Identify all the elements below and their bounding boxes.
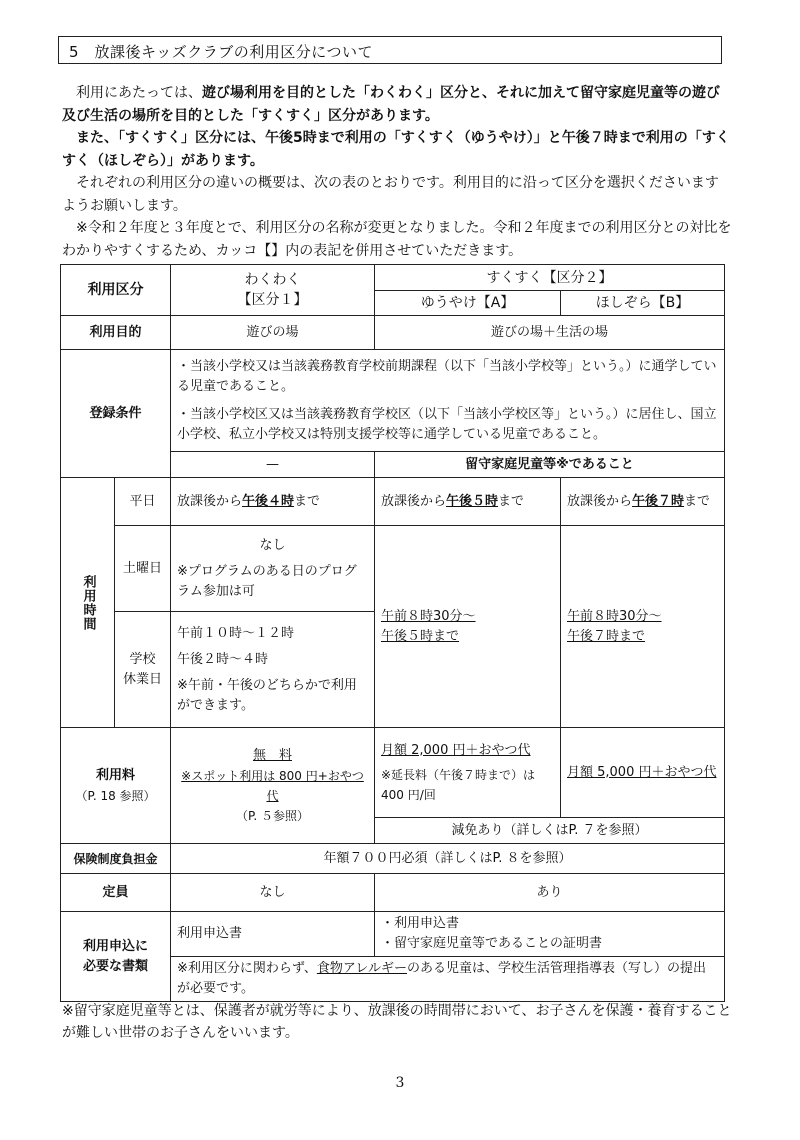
ryokin-label-2: （P. 18 参照） <box>75 788 156 803</box>
yuu-time-end: 午後５時まで <box>381 628 460 644</box>
header-sukusuku: すくすく【区分２】 <box>375 265 725 291</box>
jikan-label-cell <box>61 478 115 728</box>
header-hoshizora: ほしぞら【B】 <box>561 291 725 316</box>
intro-p1-lead: 利用にあたっては、 <box>76 85 202 101</box>
hoken-label: 保険制度負担金 <box>61 844 171 874</box>
intro-paragraph-1 <box>62 82 732 127</box>
genmen: 減免あり（詳しくはP. ７を参照） <box>375 818 725 844</box>
header-wakuwaku-name: わくわく <box>244 272 301 288</box>
kyugyo-wakuwaku <box>171 612 375 728</box>
intro-paragraph-2 <box>62 127 732 172</box>
row-shorui <box>61 912 725 957</box>
shorui-sukusuku <box>375 912 725 957</box>
ryokin-waku-free: 無 料 <box>252 747 292 763</box>
heijitsu-waku-tail: まで <box>294 493 321 509</box>
header-kubun: 利用区分 <box>61 265 171 316</box>
heijitsu-waku-time: 午後４時 <box>242 493 295 509</box>
section-heading-box <box>58 36 722 64</box>
header-wakuwaku-kubun: 【区分１】 <box>237 292 308 308</box>
hoshi-time-end: 午後７時まで <box>567 628 646 644</box>
shorui-note-allergy: 食物アレルギー <box>316 961 408 976</box>
doyou-waku-none: なし <box>259 537 286 553</box>
kyugyo-label-2: 休業日 <box>122 671 162 687</box>
row-touroku <box>61 350 725 452</box>
kyugyo-waku-am: 午前１０時～１２時 <box>177 625 295 641</box>
heijitsu-yuu-time: 午後５時 <box>446 493 499 509</box>
touroku-sukusuku: 留守家庭児童等※であること <box>375 452 725 478</box>
doyou-wakuwaku <box>171 526 375 612</box>
yuuyake-time <box>375 526 561 728</box>
intro-p2-bold: 「すくすく」区分には、午後5時まで利用の「すくすく（ゆうやけ）」と午後７時まで利用の「すくすく（ほしぞら）」があります。 <box>62 130 730 169</box>
header-yuuyake: ゆうやけ【A】 <box>375 291 561 316</box>
ryokin-waku-ref: （P. ５参照） <box>236 808 309 823</box>
yuu-time-start: 午前８時30分～ <box>381 608 476 624</box>
hoken-value: 年額７００円必須（詳しくはP. ８を参照） <box>171 844 725 874</box>
intro-paragraph-3: それぞれの利用区分の違いの概要は、次の表のとおりです。利用目的に沿って区分を選択くださいますようお願いします。 <box>62 175 719 214</box>
heijitsu-hoshizora <box>561 478 725 526</box>
row-hoken <box>61 844 725 874</box>
ryokin-label <box>61 728 171 844</box>
ryokin-yuu-monthly: 月額 2,000 円＋おやつ代 <box>381 742 531 758</box>
kyugyo-waku-pm: 午後２時～４時 <box>177 651 269 667</box>
intro-p2-lead: また、 <box>76 130 118 146</box>
page-number: 3 <box>395 1075 405 1091</box>
teiin-wakuwaku: なし <box>171 874 375 912</box>
section-heading: 5 放課後キッズクラブの利用区分について <box>69 43 373 61</box>
heijitsu-hoshi-lead: 放課後から <box>567 493 633 509</box>
row-mokuteki <box>61 316 725 350</box>
table-header-row-1 <box>61 265 725 291</box>
kyugyo-label <box>115 612 171 728</box>
intro-paragraph-4: ※令和２年度と３年度とで、利用区分の名称が変更となりました。令和２年度までの利用区分との対比をわかりやすくするため、カッコ【】内の表記を併用させていただきます。 <box>62 220 732 259</box>
mokuteki-wakuwaku: 遊びの場 <box>171 316 375 350</box>
teiin-label: 定員 <box>61 874 171 912</box>
heijitsu-hoshi-tail: まで <box>684 493 711 509</box>
usage-category-table <box>60 264 725 1002</box>
ryokin-yuu-extension-fee: 400 円/回 <box>381 787 436 802</box>
row-heijitsu <box>61 478 725 526</box>
shorui-suku-1: ・利用申込書 <box>381 916 460 931</box>
intro-text <box>62 82 732 262</box>
row-ryokin <box>61 728 725 818</box>
row-doyoubi <box>61 526 725 612</box>
shorui-label-1: 利用申込に <box>82 938 148 954</box>
touroku-label: 登録条件 <box>61 350 171 478</box>
shorui-note-lead: ※利用区分に関わらず、 <box>177 961 317 976</box>
touroku-condition-2: ・当該小学校区又は当該義務教育学校区（以下「当該小学校区等」という。）に居住し、国立小学校、私立小学校又は特別支援学校等に通学している児童であること。 <box>177 406 717 442</box>
hoshizora-time <box>561 526 725 728</box>
touroku-wakuwaku: — <box>171 452 375 478</box>
heijitsu-yuuyake <box>375 478 561 526</box>
intro-p1-bold: 遊び場利用を目的とした「わくわく」区分と、それに加えて留守家庭児童等の遊び及び生活の場所を目的とした「すくすく」区分があります。 <box>62 85 720 124</box>
mokuteki-label: 利用目的 <box>61 316 171 350</box>
header-wakuwaku <box>171 265 375 316</box>
touroku-condition-1: ・当該小学校又は当該義務教育学校前期課程（以下「当該小学校等」という。）に通学している児童であること。 <box>177 358 717 394</box>
mokuteki-sukusuku: 遊びの場＋生活の場 <box>375 316 725 350</box>
shorui-label <box>61 912 171 1002</box>
ryokin-yuu-extension: ※延長料（午後７時まで）は <box>381 767 536 782</box>
footnote: ※留守家庭児童等とは、保護者が就労等により、放課後の時間帯において、お子さんを保護・養育することが難しい世帯のお子さんをいいます。 <box>62 1003 732 1041</box>
heijitsu-yuu-tail: まで <box>498 493 525 509</box>
hoshi-time-start: 午前８時30分～ <box>567 608 662 624</box>
heijitsu-label: 平日 <box>115 478 171 526</box>
kyugyo-label-1: 学校 <box>129 651 156 667</box>
doyou-label: 土曜日 <box>115 526 171 612</box>
shorui-wakuwaku: 利用申込書 <box>171 912 375 957</box>
touroku-conditions <box>171 350 725 452</box>
shorui-note-tail: のある児童は、学校生活管理指導表（写し）の提出が必要です。 <box>177 961 707 996</box>
ryokin-wakuwaku <box>171 728 375 844</box>
ryokin-hoshizora <box>561 728 725 818</box>
shorui-label-2: 必要な書類 <box>82 958 148 974</box>
doyou-waku-note: ※プログラムのある日のプログラム参加は可 <box>177 563 357 599</box>
heijitsu-waku-lead: 放課後から <box>177 493 243 509</box>
shorui-note <box>171 957 725 1002</box>
jikan-label: 利用時間 <box>80 574 96 631</box>
ryokin-yuuyake <box>375 728 561 818</box>
heijitsu-wakuwaku <box>171 478 375 526</box>
row-teiin <box>61 874 725 912</box>
heijitsu-yuu-lead: 放課後から <box>381 493 447 509</box>
kyugyo-waku-note: ※午前・午後のどちらかで利用ができます。 <box>177 677 357 713</box>
ryokin-hoshi-monthly: 月額 5,000 円＋おやつ代 <box>567 764 717 780</box>
ryokin-label-1: 利用料 <box>95 767 135 783</box>
ryokin-waku-spot: ※スポット利用は 800 円+おやつ代 <box>181 768 364 803</box>
heijitsu-hoshi-time: 午後７時 <box>632 493 685 509</box>
shorui-suku-2: ・留守家庭児童等であることの証明書 <box>381 936 603 951</box>
teiin-sukusuku: あり <box>375 874 725 912</box>
